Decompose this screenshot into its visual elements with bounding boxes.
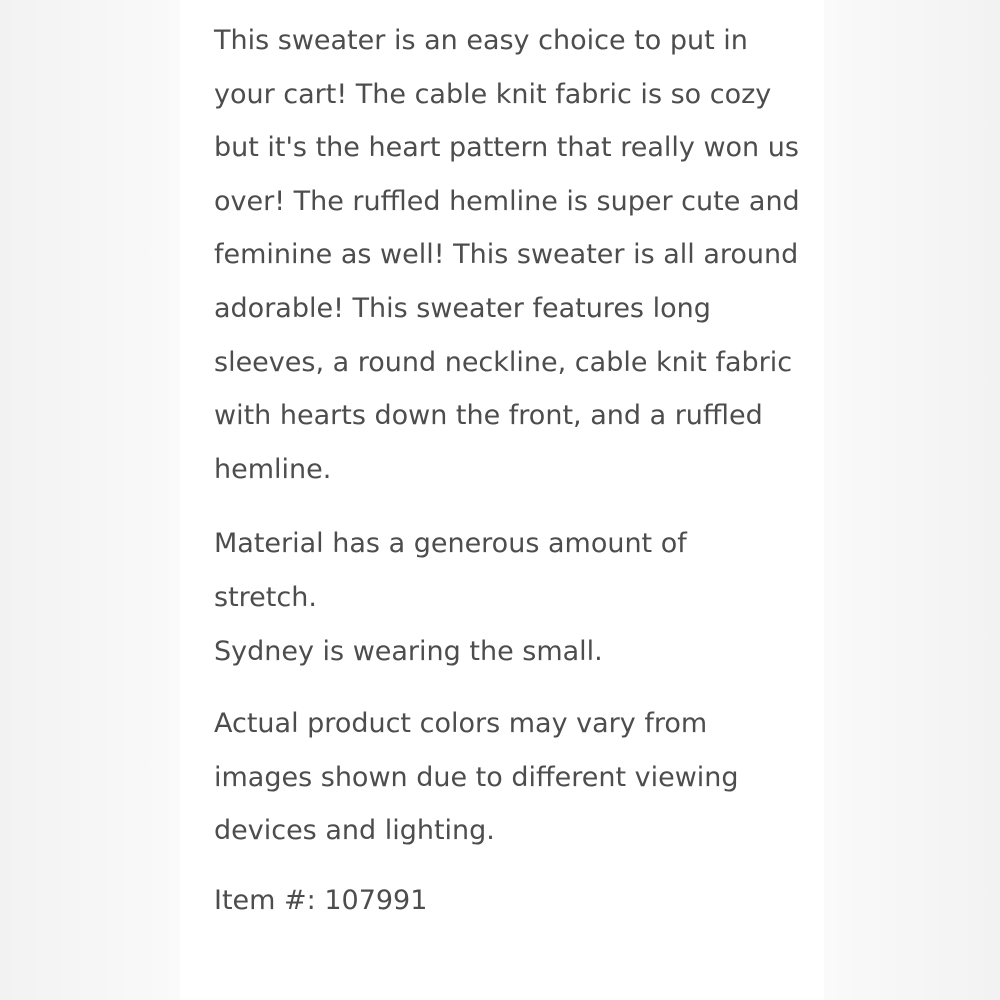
description-line: over! The ruffled hemline is super cute and <box>214 185 800 217</box>
background-left <box>0 0 180 1000</box>
description-line: This sweater is an easy choice to put in <box>214 25 748 56</box>
description-line: feminine as well! This sweater is all around <box>214 239 799 271</box>
disclaimer-line: images shown due to different viewing <box>214 761 739 793</box>
description-line: sleeves, a round neckline, cable knit fabric <box>214 346 793 378</box>
product-description <box>214 14 814 496</box>
material-note <box>214 517 714 678</box>
description-line: adorable! This sweater features long <box>214 292 711 324</box>
item-number <box>214 874 824 928</box>
description-line: with hearts down the front, and a ruffled <box>214 400 763 432</box>
description-line: your cart! The cable knit fabric is so cozy <box>214 78 772 110</box>
material-line: Material has a generous amount of <box>214 528 687 560</box>
description-line: hemline. <box>214 453 332 485</box>
item-number-label: Item #: 107991 <box>214 884 428 916</box>
model-size-line: Sydney is wearing the small. <box>214 635 603 667</box>
disclaimer-line: devices and lighting. <box>214 815 495 847</box>
product-description-panel <box>180 0 824 1000</box>
background-right <box>824 0 1000 1000</box>
color-disclaimer <box>214 697 774 858</box>
description-line: but it's the heart pattern that really won us <box>214 132 799 164</box>
material-line: stretch. <box>214 581 317 613</box>
disclaimer-line: Actual product colors may vary from <box>214 708 708 740</box>
